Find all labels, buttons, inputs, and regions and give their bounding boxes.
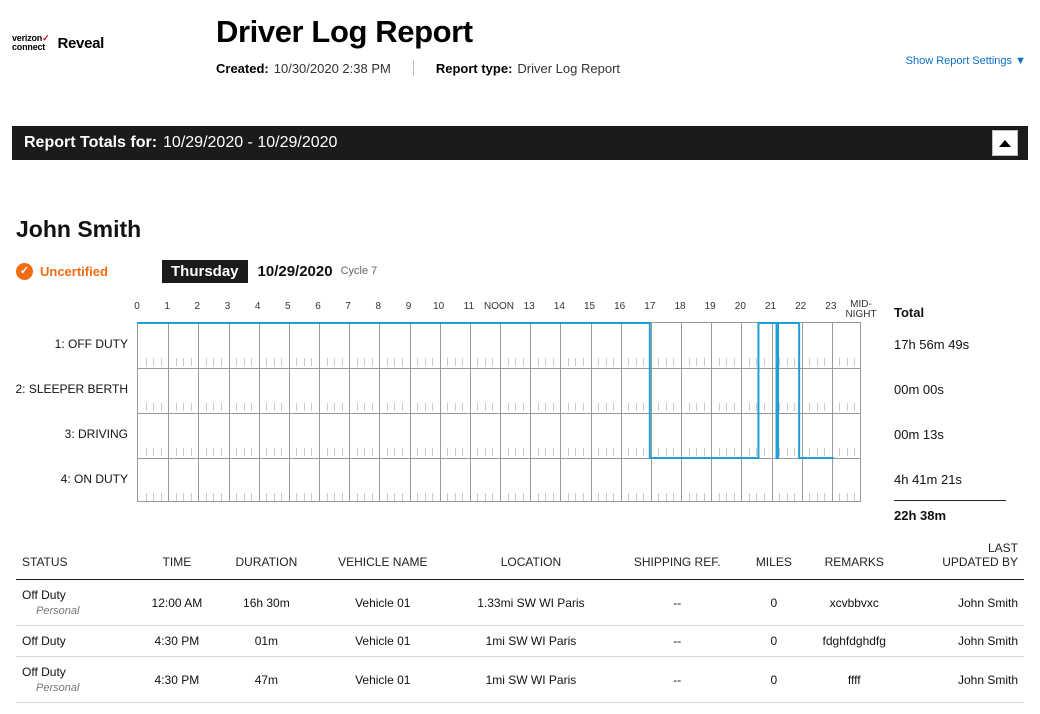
day-header-row	[16, 259, 1040, 283]
hour-label: 9	[405, 301, 412, 312]
verizon-connect-reveal-logo	[12, 34, 104, 52]
hour-label: 6	[315, 301, 321, 312]
certification-status-badge	[16, 263, 148, 280]
table-row	[16, 626, 1024, 657]
cell-duration: 16h 30m	[218, 580, 315, 626]
hour-label: 0	[134, 301, 140, 312]
log-table-body	[16, 580, 1024, 703]
total-divider	[894, 500, 1006, 501]
hour-label: 2	[194, 301, 201, 312]
check-circle-icon: ✓	[16, 263, 33, 280]
hour-label: 21	[764, 301, 777, 312]
cell-last-updated-by: John Smith	[904, 580, 1024, 626]
report-totals-label	[24, 126, 337, 160]
cell-status-sublabel: Personal	[36, 682, 80, 694]
cell-shipping-ref: --	[611, 580, 743, 626]
report-totals-text: Report Totals for:	[24, 134, 158, 151]
verizon-checkmark-icon: ✓	[42, 33, 50, 43]
hour-label: 15	[583, 301, 596, 312]
total-sum: 22h 38m	[894, 508, 947, 523]
hour-label: 4	[254, 301, 261, 312]
collapse-section-button[interactable]	[992, 130, 1018, 156]
cell-duration: 47m	[218, 657, 315, 703]
last-updated-line1: LAST	[987, 541, 1018, 555]
column-header-miles: MILES	[743, 535, 804, 580]
cell-duration: 01m	[218, 626, 315, 657]
status-total-value: 4h 41m 21s	[894, 471, 962, 487]
cell-shipping-ref: --	[611, 626, 743, 657]
driver-name: John Smith	[16, 216, 142, 242]
cell-last-updated-by: John Smith	[904, 657, 1024, 703]
cell-vehicle-name: Vehicle 01	[315, 580, 451, 626]
cell-vehicle-name: Vehicle 01	[315, 626, 451, 657]
cell-location: 1mi SW WI Paris	[451, 657, 612, 703]
cycle-label: Cycle 7	[340, 265, 378, 277]
cell-location: 1mi SW WI Paris	[451, 626, 612, 657]
hour-label: 11	[463, 301, 475, 312]
cell-location: 1.33mi SW WI Paris	[451, 580, 612, 626]
status-row-label: 4: ON DUTY	[60, 471, 128, 486]
cell-remarks: ffff	[804, 657, 904, 703]
cell-status: Off Duty Personal	[16, 580, 136, 626]
report-type-value: Driver Log Report	[517, 60, 621, 76]
verizon-connect-wordmark	[12, 34, 49, 52]
cell-vehicle-name: Vehicle 01	[315, 657, 451, 703]
hour-label: 3	[224, 301, 231, 312]
hour-label: 1	[164, 301, 170, 312]
hour-label: 16	[614, 301, 626, 312]
report-totals-band	[12, 126, 1028, 160]
column-header-status: STATUS	[16, 535, 136, 580]
cell-status-sublabel: Personal	[36, 605, 80, 617]
title-block	[216, 14, 620, 76]
column-header-remarks: REMARKS	[804, 535, 904, 580]
meta-divider	[413, 60, 414, 76]
hour-label: 8	[375, 301, 382, 312]
column-header-shipping-ref: SHIPPING REF.	[611, 535, 743, 580]
cell-time: 4:30 PM	[136, 626, 218, 657]
hour-label: 23	[825, 301, 837, 312]
report-totals-range: 10/29/2020 - 10/29/2020	[163, 134, 338, 151]
hour-label: 22	[795, 301, 807, 312]
table-row	[16, 657, 1024, 703]
table-header-row	[16, 535, 1024, 580]
hour-label: 5	[285, 301, 291, 312]
hour-label: 7	[345, 301, 351, 312]
duty-status-trace	[137, 322, 861, 502]
cell-time: 4:30 PM	[136, 657, 218, 703]
log-date: 10/29/2020	[257, 262, 333, 280]
page-title: Driver Log Report	[216, 14, 473, 49]
last-updated-line2: UPDATED BY	[942, 555, 1018, 569]
column-header-vehicle-name: VEHICLE NAME	[315, 535, 451, 580]
hour-label: 10	[433, 301, 445, 312]
hour-label: 14	[553, 301, 565, 312]
log-events-table	[16, 535, 1024, 703]
status-row-label: 2: SLEEPER BERTH	[15, 381, 128, 396]
cell-miles: 0	[743, 626, 804, 657]
cell-miles: 0	[743, 657, 804, 703]
verizon-label: verizon	[12, 33, 43, 43]
cell-time: 12:00 AM	[136, 580, 218, 626]
status-total-value: 17h 56m 49s	[894, 336, 970, 352]
reveal-label: Reveal	[57, 34, 105, 52]
column-header-location: LOCATION	[451, 535, 612, 580]
report-header	[0, 0, 1040, 100]
column-header-last-updated-by	[904, 535, 1024, 580]
totals-band-right-fill	[400, 126, 1028, 160]
status-total-value: 00m 13s	[894, 426, 944, 442]
cell-remarks: xcvbbvxc	[804, 580, 904, 626]
status-total-value: 00m 00s	[894, 381, 944, 397]
hour-label: 19	[704, 301, 716, 312]
column-header-duration: DURATION	[218, 535, 315, 580]
hour-label: 20	[734, 301, 746, 312]
created-value: 10/30/2020 2:38 PM	[273, 60, 391, 76]
hour-label: NOON	[484, 301, 514, 312]
hour-label: 18	[674, 301, 686, 312]
show-report-settings-link[interactable]: Show Report Settings ▼	[905, 55, 1026, 67]
hour-label: MID- NIGHT	[845, 299, 877, 320]
hour-label: 17	[644, 301, 656, 312]
cell-shipping-ref: --	[611, 657, 743, 703]
hour-label: 13	[523, 301, 535, 312]
report-meta	[216, 60, 620, 76]
connect-label: connect	[12, 42, 46, 52]
cell-status: Off Duty	[16, 626, 136, 657]
cell-last-updated-by: John Smith	[904, 626, 1024, 657]
duty-trace-path	[137, 323, 834, 458]
cell-miles: 0	[743, 580, 804, 626]
status-row-label: 3: DRIVING	[64, 426, 128, 441]
log-table-head	[16, 535, 1024, 580]
cell-status: Off Duty Personal	[16, 657, 136, 703]
created-label: Created:	[216, 60, 269, 76]
table-row	[16, 580, 1024, 626]
column-header-time: TIME	[136, 535, 218, 580]
report-type-label: Report type:	[435, 60, 513, 76]
status-row-label: 1: OFF DUTY	[54, 336, 128, 351]
cell-remarks: fdghfdghdfg	[804, 626, 904, 657]
weekday-badge: Thursday	[162, 260, 248, 283]
certification-status-label: Uncertified	[40, 263, 108, 279]
duty-status-graph	[0, 289, 1040, 523]
chevron-up-icon	[999, 140, 1011, 147]
total-column-header: Total	[894, 305, 925, 320]
